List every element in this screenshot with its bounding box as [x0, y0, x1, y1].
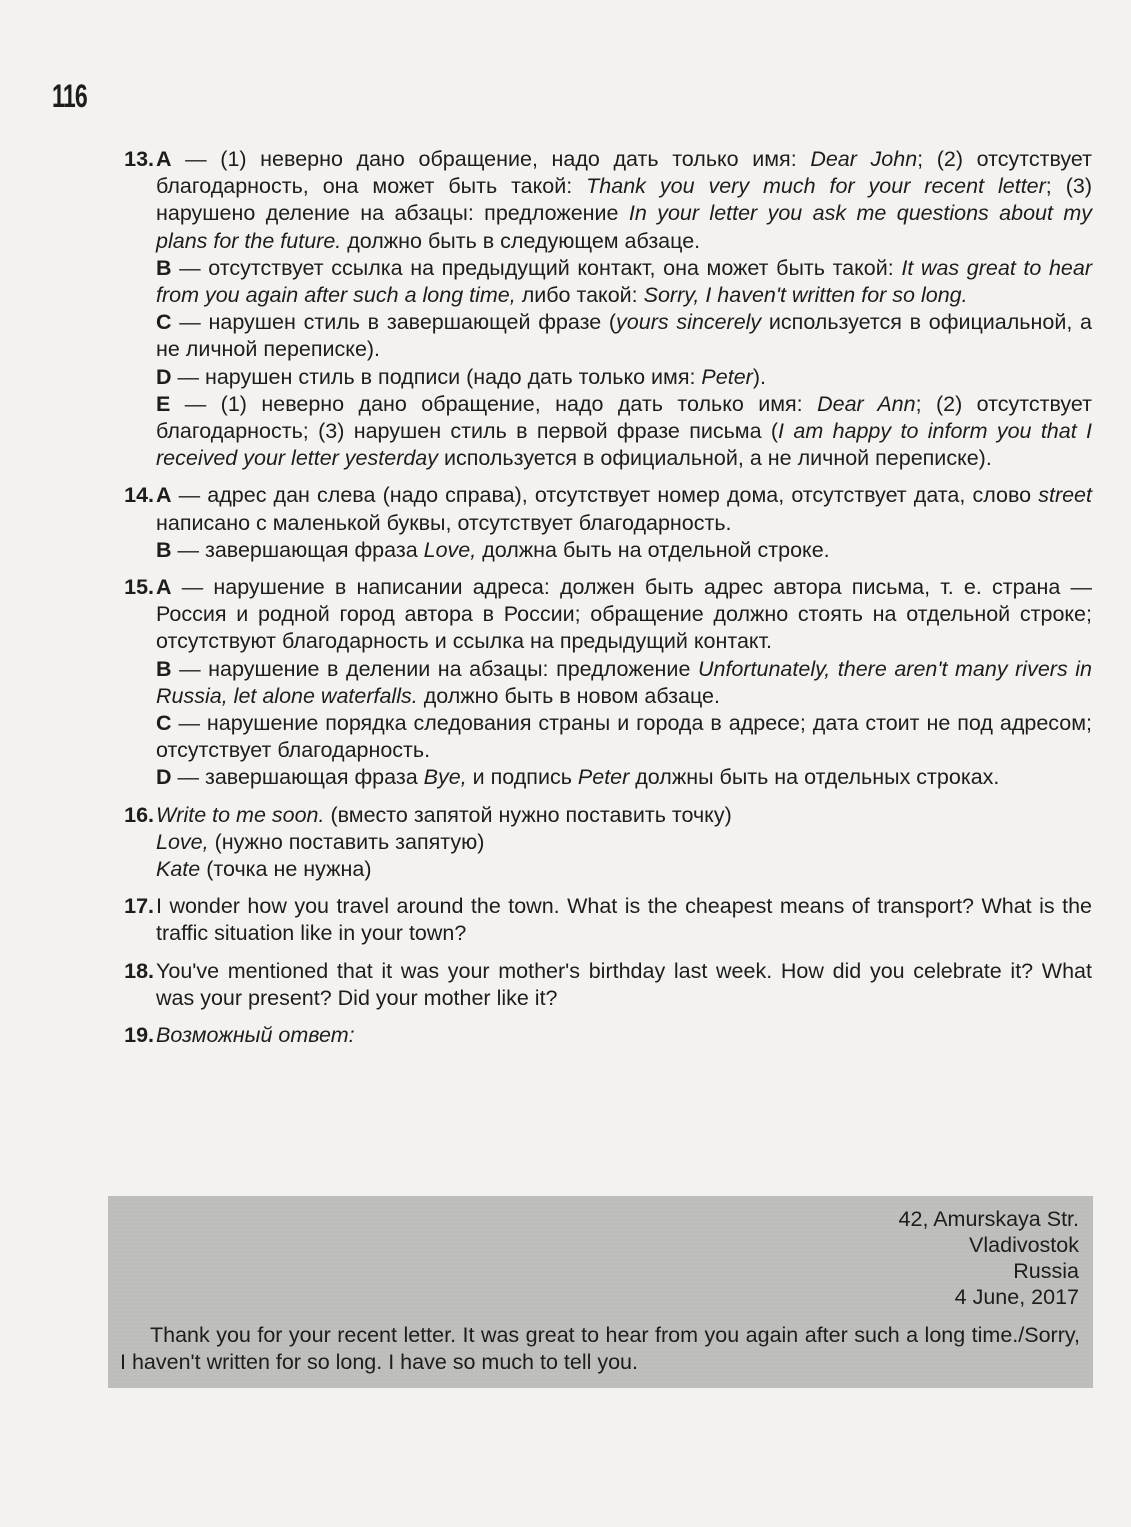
answer-paragraph	[156, 710, 1092, 764]
text-segment: Write to me soon.	[156, 802, 325, 827]
option-label: A	[156, 483, 172, 508]
text-segment: yours sincerely	[616, 310, 762, 335]
address-line: 4 June, 2017	[954, 1285, 1079, 1309]
option-label: B	[156, 656, 172, 681]
text-segment: — адрес дан слева (надо справа), отсутствует номер дома, отсутствует дата, слово	[171, 483, 1039, 508]
answer-number: 15.	[124, 575, 154, 600]
answer-paragraph	[156, 893, 1092, 947]
text-segment: (нужно поставить запятую)	[208, 829, 485, 854]
answer-list	[100, 146, 1092, 1059]
answer-item	[100, 574, 1092, 792]
text-segment: Dear Ann	[817, 391, 916, 416]
answer-paragraph	[156, 958, 1092, 1012]
text-segment: You've mentioned that it was your mother's birthday last week. How did you celebrate it? What was your present? Did your mother like it?	[156, 958, 1092, 1010]
answer-number: 18.	[124, 958, 154, 983]
answer-body	[156, 1022, 1092, 1049]
answer-paragraph	[156, 856, 1092, 883]
text-segment: должна быть на отдельной строке.	[476, 537, 830, 562]
option-label: C	[156, 711, 172, 736]
option-label: E	[156, 391, 171, 416]
text-segment: Unfortunately, there aren't many rivers in Russia, let alone waterfalls.	[156, 656, 1092, 708]
answer-paragraph	[156, 391, 1092, 473]
answer-number: 17.	[124, 894, 154, 919]
text-segment: — нарушение в написании адреса: должен быть адрес автора письма, т. е. страна — Россия и родной город автора в России; обращение должно стоять на отдельной строке; отсутствуют благодарность и ссылка на предыдущий контакт.	[156, 575, 1092, 654]
address-line: Vladivostok	[969, 1233, 1079, 1257]
answer-item	[100, 958, 1092, 1012]
answer-paragraph	[156, 255, 1092, 309]
text-segment: должно быть в следующем абзаце.	[341, 228, 701, 253]
text-segment: — нарушен стиль в подписи (надо дать только имя:	[171, 364, 702, 389]
text-segment: и подпись	[466, 765, 578, 790]
text-segment: In your letter you ask me questions about my plans for the future.	[156, 201, 1093, 253]
answer-paragraph	[156, 574, 1092, 656]
text-segment: Love,	[156, 829, 209, 854]
option-label: A	[156, 147, 172, 171]
answer-body	[156, 802, 1092, 884]
text-segment: — завершающая фраза	[171, 537, 424, 562]
text-segment: ).	[752, 364, 766, 389]
answer-body	[156, 482, 1092, 564]
letter-address	[899, 1206, 1079, 1310]
text-segment: Love,	[423, 537, 477, 562]
text-segment: I am happy to inform you that I received your letter yesterday	[156, 419, 1092, 471]
answer-paragraph	[156, 537, 1092, 564]
text-segment: должны быть на отдельных строках.	[629, 765, 1000, 790]
text-segment: ; (3) нарушено деление на абзацы: предложение	[156, 174, 1092, 226]
text-segment: — отсутствует ссылка на предыдущий контакт, она может быть такой:	[171, 255, 902, 280]
answer-body	[156, 893, 1092, 947]
text-segment: Bye,	[423, 765, 467, 790]
answer-number: 13.	[124, 147, 154, 171]
text-segment: — нарушен стиль в завершающей фразе (	[171, 310, 617, 335]
option-label: B	[156, 537, 172, 562]
answer-body	[156, 958, 1092, 1012]
option-label: A	[156, 575, 172, 600]
text-segment: — завершающая фраза	[171, 765, 424, 790]
answer-paragraph	[156, 146, 1092, 255]
sample-letter	[108, 1196, 1093, 1388]
text-segment: Возможный ответ:	[156, 1023, 355, 1048]
page-number: 116	[52, 78, 88, 114]
address-line: 42, Amurskaya Str.	[898, 1207, 1079, 1231]
answer-item	[100, 1022, 1092, 1049]
text-segment: ; (2) отсутствует благодарность, она может быть такой:	[156, 147, 1093, 199]
answer-item	[100, 146, 1092, 472]
text-segment: (вместо запятой нужно поставить точку)	[324, 802, 732, 827]
text-segment: (точка не нужна)	[200, 857, 372, 882]
text-segment: — нарушение в делении на абзацы: предложение	[171, 656, 698, 681]
text-segment: ; (2) отсутствует благодарность; (3) нарушен стиль в первой фразе письма (	[156, 391, 1093, 444]
text-segment: It was great to hear from you again after such a long time,	[156, 255, 1093, 308]
letter-body: Thank you for your recent letter. It was great to hear from you again after such a long time./Sorry, I haven't written for so long. I have so much to tell you.	[120, 1323, 1080, 1374]
text-segment: — нарушение порядка следования страны и города в адресе; дата стоит не под адресом; отсутствует благодарность.	[156, 711, 1092, 763]
text-segment: Peter	[701, 364, 753, 389]
answer-paragraph	[156, 309, 1092, 363]
answer-item	[100, 482, 1092, 564]
option-label: B	[156, 255, 172, 280]
answer-paragraph	[156, 829, 1092, 856]
answer-paragraph	[156, 1022, 1092, 1049]
answer-item	[100, 802, 1092, 884]
option-label: D	[156, 364, 172, 389]
option-label: C	[156, 310, 172, 335]
answer-paragraph	[156, 482, 1092, 536]
answer-body	[156, 574, 1092, 792]
option-label: D	[156, 765, 172, 790]
answer-paragraph	[156, 802, 1092, 829]
text-segment: Kate	[156, 857, 201, 882]
text-segment: street	[1038, 483, 1092, 508]
text-segment: написано с маленькой буквы, отсутствует благодарность.	[156, 510, 732, 535]
answer-number: 16.	[124, 802, 154, 827]
text-segment: Peter	[577, 765, 630, 790]
address-line: Russia	[1013, 1259, 1079, 1283]
text-segment: либо такой:	[515, 283, 644, 308]
text-segment: Dear John	[810, 147, 918, 171]
answer-item	[100, 893, 1092, 947]
answer-number: 14.	[124, 483, 154, 508]
text-segment: используется в официальной, а не личной переписке).	[156, 310, 1092, 362]
text-segment: — (1) неверно дано обращение, надо дать только имя:	[170, 391, 818, 416]
text-segment: должно быть в новом абзаце.	[417, 683, 720, 708]
answer-paragraph	[156, 656, 1092, 710]
text-segment: — (1) неверно дано обращение, надо дать только имя:	[171, 147, 811, 171]
text-segment: Sorry, I haven't written for so long.	[643, 283, 968, 308]
answer-paragraph	[156, 364, 1092, 391]
answer-number: 19.	[124, 1023, 154, 1048]
text-segment: Thank you very much for your recent letter	[586, 174, 1046, 199]
answer-paragraph	[156, 764, 1092, 791]
answer-body	[156, 146, 1092, 472]
text-segment: используется в официальной, а не личной переписке).	[438, 446, 992, 471]
text-segment: I wonder how you travel around the town. What is the cheapest means of transport? What is the traffic situation like in your town?	[156, 894, 1092, 946]
